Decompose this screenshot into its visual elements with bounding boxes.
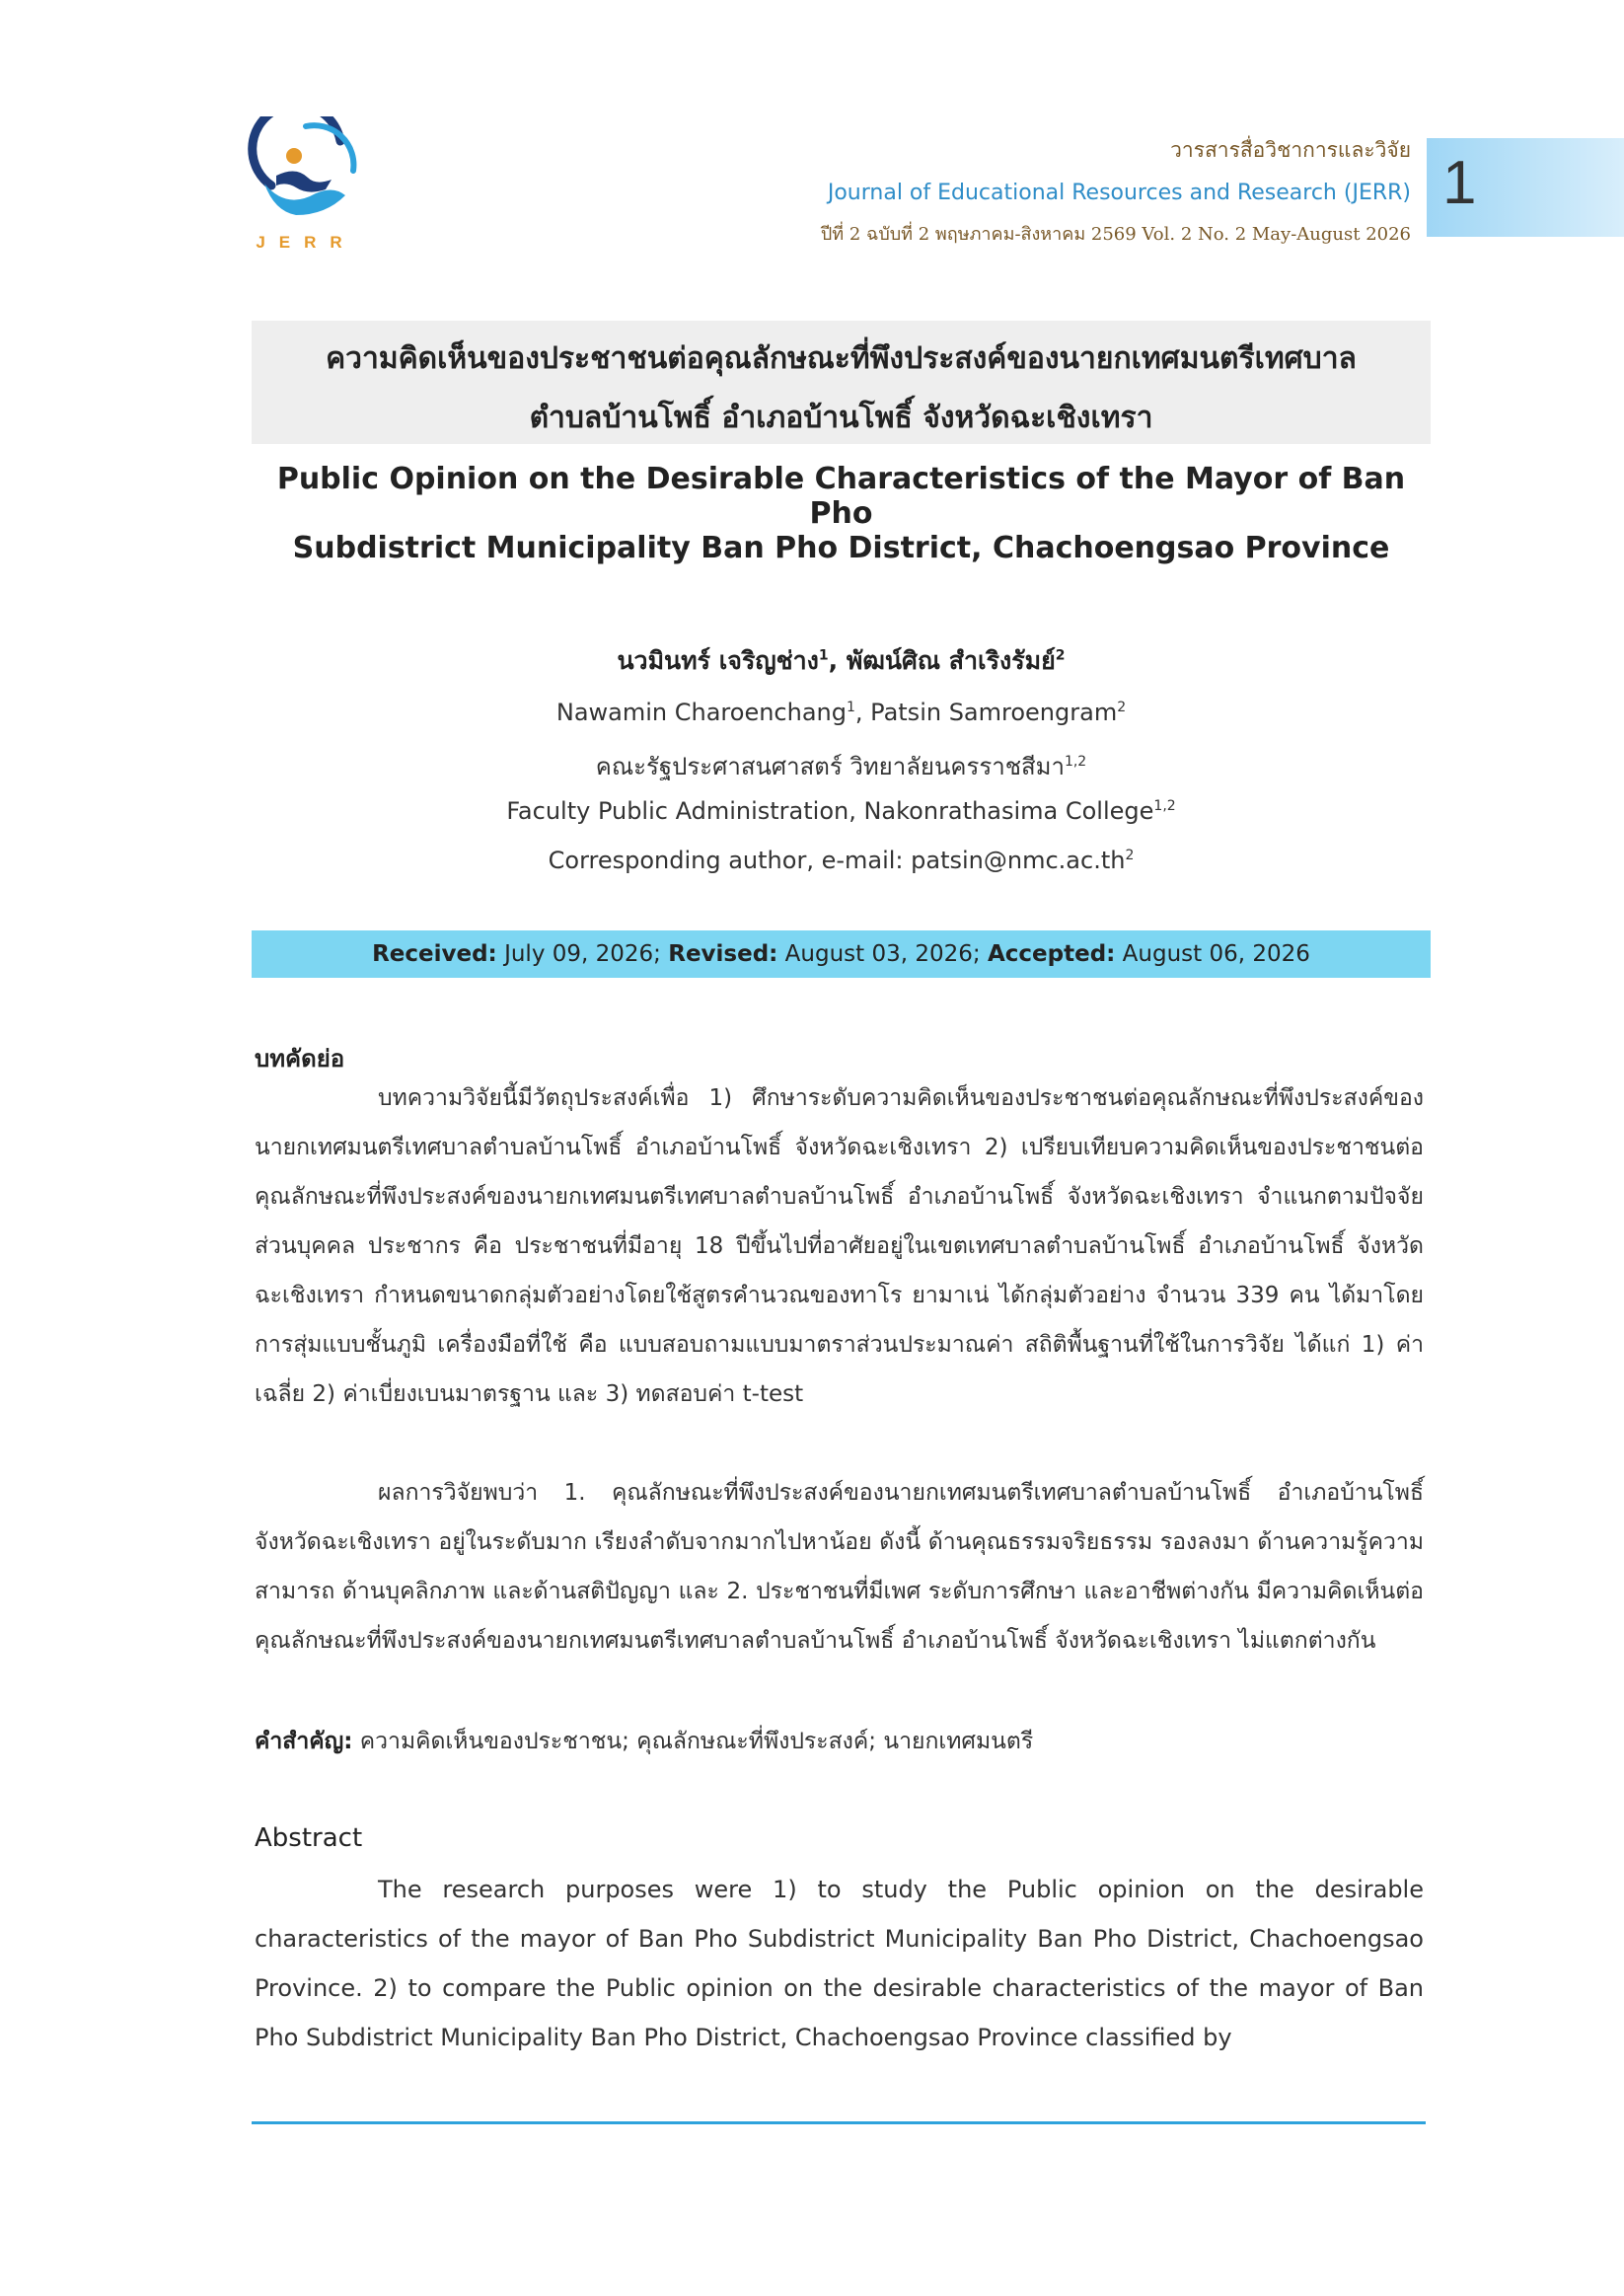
- affiliation-mark: 2: [1125, 848, 1135, 863]
- author-separator: ,: [854, 699, 871, 726]
- received-label: Received:: [372, 941, 497, 967]
- received-date: July 09, 2026;: [496, 941, 669, 967]
- footer-divider: [252, 2121, 1426, 2124]
- corresponding-author: [252, 847, 1431, 874]
- affiliation-mark: 2: [1117, 700, 1127, 715]
- english-abstract-paragraph-1: The research purposes were 1) to study the Public opinion on the desirable characteristics of the mayor of Ban Pho Subdistrict Municipality Ban Pho District, Chachoengsao Province. 2) to compare the Public opinion on the desirable characteristics of the mayor of Ban Pho Subdistrict Municipality Ban Pho District, Chachoengsao Province classified by: [255, 1876, 1424, 2051]
- affiliation-mark: 1: [846, 700, 855, 715]
- corresponding-author-text: Corresponding author, e-mail: patsin@nmc.ac.th: [548, 847, 1126, 874]
- affiliation-thai-text: คณะรัฐประศาสนศาสตร์ วิทยาลัยนครราชสีมา: [595, 753, 1065, 780]
- revised-date: August 03, 2026;: [777, 941, 988, 967]
- affiliation-english-text: Faculty Public Administration, Nakonrathasima College: [506, 797, 1154, 825]
- journal-header: [821, 134, 1411, 248]
- affiliation-english: [252, 797, 1431, 825]
- author-2-english: Patsin Samroengram: [870, 699, 1118, 726]
- journal-name-thai: วารสารสื่อวิชาการและวิจัย: [1170, 138, 1411, 162]
- affiliation-mark: 1,2: [1064, 754, 1087, 770]
- author-2-thai: พัฒน์ศิณ สำเริงรัมย์: [846, 646, 1056, 675]
- affiliation-mark: 2: [1055, 647, 1066, 664]
- keywords-text: ความคิดเห็นของประชาชน; คุณลักษณะที่พึงประสงค์; นายกเทศมนตรี: [352, 1729, 1034, 1754]
- affiliation-thai: [252, 747, 1431, 785]
- authors-thai: [252, 641, 1431, 681]
- page-number: 1: [1442, 149, 1477, 217]
- thai-abstract-heading: บทคัดย่อ: [255, 1045, 345, 1073]
- thai-abstract-paragraph-2: ผลการวิจัยพบว่า 1. คุณลักษณะที่พึงประสงค์ของนายกเทศมนตรีเทศบาลตำบลบ้านโพธิ์ อำเภอบ้านโพธิ์ จังหวัดฉะเชิงเทรา อยู่ในระดับมาก เรียงลำดับจากมากไปหาน้อย ดังนี้ ด้านคุณธรรมจริยธรรม รองลงมา ด้านความรู้ความสามารถ ด้านบุคลิกภาพ และด้านสติปัญญา และ 2. ประชาชนที่มีเพศ ระดับการศึกษา และอาชีพต่างกัน มีความคิดเห็นต่อคุณลักษณะที่พึงประสงค์ของนายกเทศมนตรีเทศบาลตำบลบ้านโพธิ์ อำเภอบ้านโพธิ์ จังหวัดฉะเชิงเทรา ไม่แตกต่างกัน: [255, 1480, 1424, 1654]
- accepted-date: August 06, 2026: [1115, 941, 1310, 967]
- journal-logo: [247, 116, 365, 259]
- authors-english: [252, 699, 1431, 726]
- dates-bar: [252, 930, 1431, 978]
- thai-title-line-1: ความคิดเห็นของประชาชนต่อคุณลักษณะที่พึงประสงค์ของนายกเทศมนตรีเทศบาล: [326, 341, 1357, 376]
- page-number-tab: [1427, 138, 1624, 237]
- thai-title-line-2: ตำบลบ้านโพธิ์ อำเภอบ้านโพธิ์ จังหวัดฉะเชิงเทรา: [529, 401, 1153, 435]
- logo-text: JERR: [256, 233, 356, 252]
- author-1-thai: นวมินทร์ เจริญช่าง: [617, 646, 819, 675]
- revised-label: Revised:: [668, 941, 778, 967]
- issue-info: ปีที่ 2 ฉบับที่ 2 พฤษภาคม-สิงหาคม 2569 Vol. 2 No. 2 May-August 2026: [820, 224, 1411, 245]
- keywords: [255, 1717, 1424, 1766]
- author-1-english: Nawamin Charoenchang: [555, 699, 847, 726]
- affiliation-mark: 1,2: [1153, 798, 1176, 814]
- keywords-label: คำสำคัญ:: [255, 1729, 353, 1754]
- english-abstract-heading: Abstract: [255, 1823, 363, 1853]
- affiliation-mark: 1: [818, 647, 829, 664]
- dates-text: [252, 941, 1431, 967]
- english-title-line-1: Public Opinion on the Desirable Characteristics of the Mayor of Ban Pho: [276, 462, 1406, 531]
- accepted-label: Accepted:: [987, 941, 1116, 967]
- logo-emblem-icon: [247, 116, 365, 230]
- thai-abstract-paragraph-1: บทความวิจัยนี้มีวัตถุประสงค์เพื่อ 1) ศึกษาระดับความคิดเห็นของประชาชนต่อคุณลักษณะที่พึงประสงค์ของนายกเทศมนตรีเทศบาลตำบลบ้านโพธิ์ อำเภอบ้านโพธิ์ จังหวัดฉะเชิงเทรา 2) เปรียบเทียบความคิดเห็นของประชาชนต่อคุณลักษณะที่พึงประสงค์ของนายกเทศมนตรีเทศบาลตำบลบ้านโพธิ์ อำเภอบ้านโพธิ์ จังหวัดฉะเชิงเทรา จำแนกตามปัจจัยส่วนบุคคล ประชากร คือ ประชาชนที่มีอายุ 18 ปีขึ้นไปที่อาศัยอยู่ในเขตเทศบาลตำบลบ้านโพธิ์ อำเภอบ้านโพธิ์ จังหวัดฉะเชิงเทรา กำหนดขนาดกลุ่มตัวอย่างโดยใช้สูตรคำนวณของทาโร ยามาเน่ ได้กลุ่มตัวอย่าง จำนวน 339 คน ได้มาโดยการสุ่มแบบชั้นภูมิ เครื่องมือที่ใช้ คือ แบบสอบถามแบบมาตราส่วนประมาณค่า สถิติพื้นฐานที่ใช้ในการวิจัย ได้แก่ 1) ค่าเฉลี่ย 2) ค่าเบี่ยงเบนมาตรฐาน และ 3) ทดสอบค่า t-test: [255, 1085, 1424, 1407]
- author-separator: ,: [828, 646, 847, 675]
- journal-name-english: Journal of Educational Resources and Research (JERR): [827, 181, 1411, 205]
- english-title-line-2: Subdistrict Municipality Ban Pho District, Chachoengsao Province: [292, 531, 1390, 565]
